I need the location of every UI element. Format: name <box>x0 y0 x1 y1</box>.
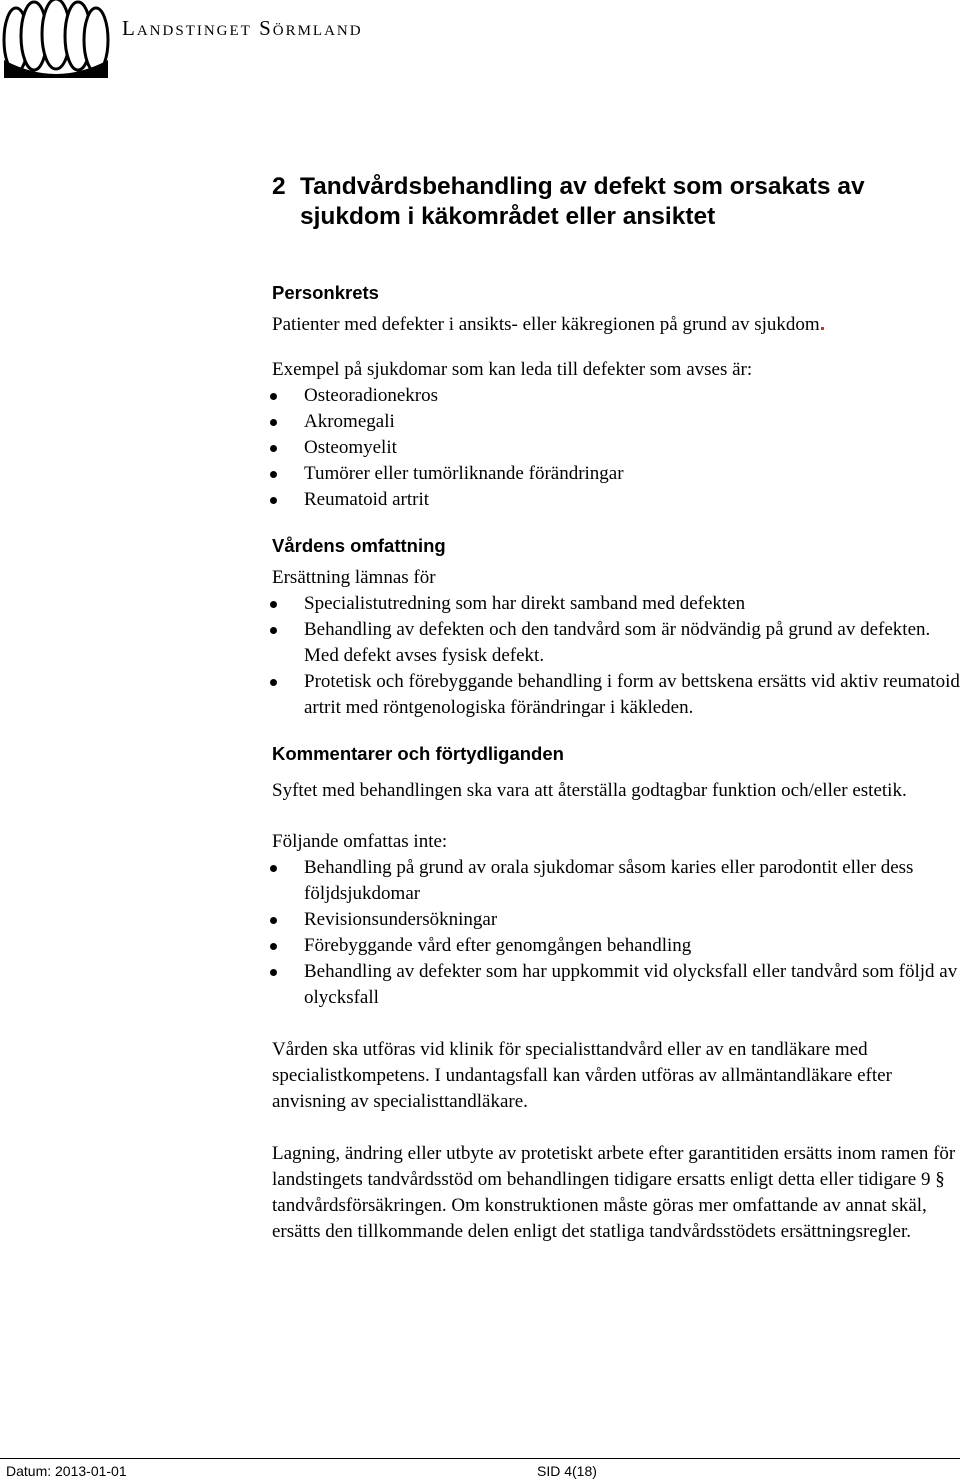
list-item: Akromegali <box>272 409 960 435</box>
exclusions-intro: Följande omfattas inte: <box>272 831 448 852</box>
kommentarer-heading: Kommentarer och förtydliganden <box>272 743 564 764</box>
list-item: Specialistutredning som har direkt samband med defekten <box>272 591 960 617</box>
footer-page-number: SID 4(18) <box>537 1463 597 1479</box>
omfattning-intro: Ersättning lämnas för <box>272 567 436 588</box>
organization-name: Landstinget Sörmland <box>122 16 363 40</box>
disease-list <box>272 383 960 513</box>
list-item: Osteomyelit <box>272 435 960 461</box>
list-item: Behandling av defekter som har uppkommit vid olycksfall eller tandvård som följd av olycksfall <box>272 959 960 1011</box>
section-heading <box>272 172 960 232</box>
exclusions-list <box>272 855 960 1011</box>
section-number: 2 <box>272 173 286 200</box>
examples-intro: Exempel på sjukdomar som kan leda till defekter som avses är: <box>272 359 753 380</box>
omfattning-heading: Vårdens omfattning <box>272 535 446 556</box>
section-title: Tandvårdsbehandling av defekt som orsakats av sjukdom i käkområdet eller ansiktet <box>300 173 865 230</box>
list-item: Osteoradionekros <box>272 383 960 409</box>
page-footer <box>0 1458 960 1480</box>
list-item: Tumörer eller tumörliknande förändringar <box>272 461 960 487</box>
list-item: Behandling av defekten och den tandvård som är nödvändig på grund av defekten. Med defekt avses fysisk defekt. <box>272 617 960 669</box>
list-item: Förebyggande vård efter genomgången behandling <box>272 933 960 959</box>
coverage-list <box>272 591 960 721</box>
personkrets-heading: Personkrets <box>272 282 379 303</box>
footer-date: Datum: 2013-01-01 <box>6 1463 127 1479</box>
repair-paragraph: Lagning, ändring eller utbyte av protetiskt arbete efter garantitiden ersätts inom ramen för landstingets tandvårdsstöd om behandlingen tidigare ersatts enligt detta eller tidigare 9 § tandvårdsförsäkringen. Om konstruktionen måste göras mer omfattande av annat skäl, ersätts den tillkommande delen enligt det statliga tandvårdsstödets ersättningsregler. <box>272 1143 956 1242</box>
list-item: Reumatoid artrit <box>272 487 960 513</box>
list-item: Protetisk och förebyggande behandling i form av bettskena ersätts vid aktiv reumatoid artrit med röntgenologiska förändringar i käkleden. <box>272 669 960 721</box>
list-item: Behandling på grund av orala sjukdomar såsom karies eller parodontit eller dess följdsjukdomar <box>272 855 960 907</box>
kommentarer-text: Syftet med behandlingen ska vara att återställa godtagbar funktion och/eller estetik. <box>272 780 907 801</box>
document-content <box>272 172 960 1245</box>
clinic-paragraph: Vården ska utföras vid klinik för specialisttandvård eller av en tandläkare med specialistkompetens. I undantagsfall kan vården utföras av allmäntandläkare efter anvisning av specialisttandläkare. <box>272 1039 892 1112</box>
personkrets-text: Patienter med defekter i ansikts- eller käkregionen på grund av sjukdom <box>272 312 960 338</box>
red-mark <box>821 327 824 330</box>
list-item: Revisionsundersökningar <box>272 907 960 933</box>
tulip-wreath-logo-icon <box>0 0 112 78</box>
